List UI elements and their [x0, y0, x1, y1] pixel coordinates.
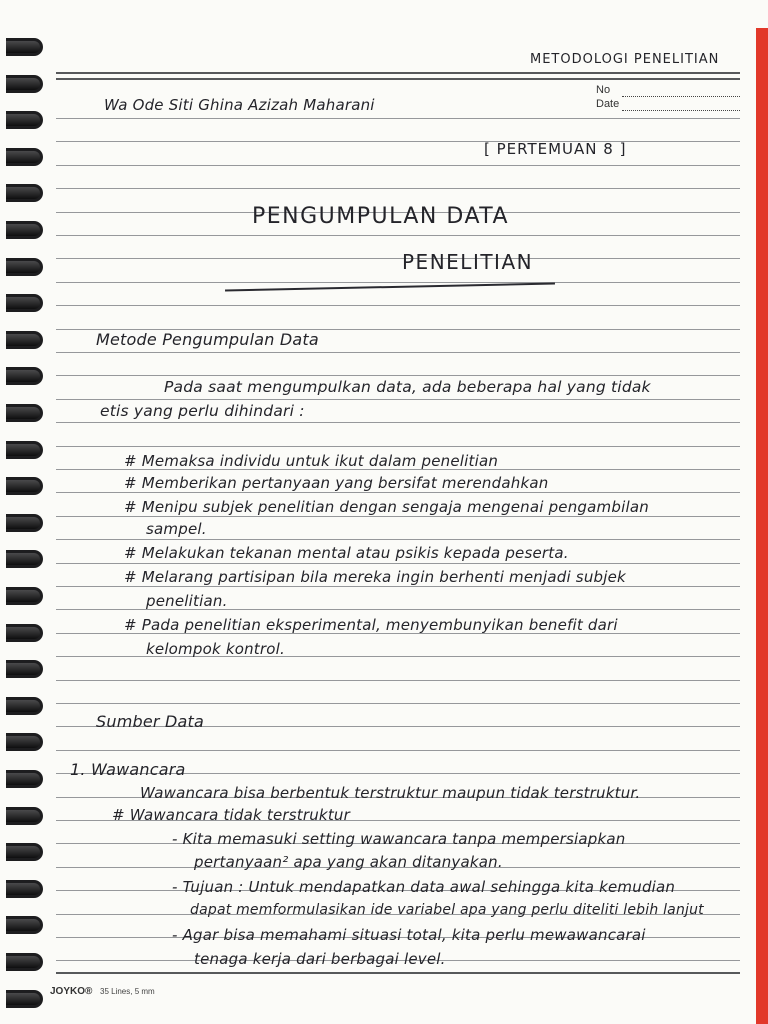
- list-item: # Memberikan pertanyaan yang bersifat merendahkan: [124, 474, 549, 492]
- list-item: # Pada penelitian eksperimental, menyembunyikan benefit dari: [124, 616, 618, 634]
- spiral-ring: [6, 697, 43, 715]
- ruled-line: [56, 165, 740, 166]
- spiral-ring: [6, 514, 43, 532]
- spiral-ring: [6, 660, 43, 678]
- spiral-ring: [6, 990, 43, 1008]
- list-item-continuation: kelompok kontrol.: [146, 640, 285, 658]
- subject-title: METODOLOGI PENELITIAN: [530, 52, 720, 67]
- ruled-line: [56, 446, 740, 447]
- no-field-line: [622, 96, 740, 97]
- page-title-line1: PENGUMPULAN DATA: [252, 204, 510, 229]
- date-label: Date: [596, 98, 620, 110]
- spiral-ring: [6, 294, 43, 312]
- spiral-ring: [6, 38, 43, 56]
- subsection-heading-interview: 1. Wawancara: [70, 760, 186, 779]
- list-item: # Melakukan tekanan mental atau psikis kepada peserta.: [124, 544, 569, 562]
- spiral-ring: [6, 404, 43, 422]
- spiral-ring: [6, 916, 43, 934]
- body-line: pertanyaan² apa yang akan ditanyakan.: [194, 853, 503, 871]
- spiral-binding: [0, 30, 50, 1000]
- spiral-ring: [6, 441, 43, 459]
- ruled-line: [56, 352, 740, 353]
- body-line: tenaga kerja dari berbagai level.: [194, 950, 446, 968]
- spiral-ring: [6, 550, 43, 568]
- section-heading-methods: Metode Pengumpulan Data: [96, 330, 319, 349]
- ruled-line: [56, 563, 740, 564]
- brand-logo: JOYKO®: [50, 986, 93, 997]
- ruled-line: [56, 680, 740, 681]
- spiral-ring: [6, 843, 43, 861]
- page-title-line2: PENELITIAN: [402, 250, 534, 274]
- ruled-line: [56, 141, 740, 142]
- spiral-ring: [6, 587, 43, 605]
- spiral-ring: [6, 221, 43, 239]
- page-edge-marker: [756, 28, 768, 1024]
- spiral-ring: [6, 367, 43, 385]
- ruled-line: [56, 586, 740, 587]
- intro-line: etis yang perlu dihindari :: [100, 402, 305, 420]
- spiral-ring: [6, 624, 43, 642]
- body-line: dapat memformulasikan ide variabel apa yang perlu diteliti lebih lanjut: [190, 902, 704, 918]
- ruled-line: [56, 235, 740, 236]
- list-item: # Melarang partisipan bila mereka ingin berhenti menjadi subjek: [124, 568, 626, 586]
- spiral-ring: [6, 880, 43, 898]
- spiral-ring: [6, 733, 43, 751]
- body-line: - Tujuan : Untuk mendapatkan data awal sehingga kita kemudian: [172, 878, 676, 896]
- ruled-line: [56, 516, 740, 517]
- spiral-ring: [6, 75, 43, 93]
- no-label: No: [596, 84, 611, 96]
- list-item: # Memaksa individu untuk ikut dalam penelitian: [124, 452, 499, 470]
- date-field-line: [622, 110, 740, 111]
- spiral-ring: [6, 258, 43, 276]
- list-item-continuation: sampel.: [146, 520, 207, 538]
- spiral-ring: [6, 148, 43, 166]
- spiral-ring: [6, 184, 43, 202]
- body-line: Wawancara bisa berbentuk terstruktur maupun tidak terstruktur.: [140, 784, 641, 802]
- ruled-line: [56, 72, 740, 74]
- body-line: # Wawancara tidak terstruktur: [112, 806, 350, 824]
- ruled-line: [56, 539, 740, 540]
- ruled-line: [56, 375, 740, 376]
- ruled-line: [56, 399, 740, 400]
- body-line: - Agar bisa memahami situasi total, kita perlu mewawancarai: [172, 926, 646, 944]
- ruled-line: [56, 188, 740, 189]
- spiral-ring: [6, 477, 43, 495]
- spiral-ring: [6, 770, 43, 788]
- ruled-line: [56, 78, 740, 80]
- student-name: Wa Ode Siti Ghina Azizah Maharani: [104, 96, 375, 114]
- list-item: # Menipu subjek penelitian dengan sengaja mengenai pengambilan: [124, 498, 649, 516]
- ruled-line: [56, 305, 740, 306]
- section-heading-sources: Sumber Data: [96, 712, 204, 731]
- spiral-ring: [6, 331, 43, 349]
- body-line: - Kita memasuki setting wawancara tanpa mempersiapkan: [172, 830, 626, 848]
- ruled-line: [56, 422, 740, 423]
- ruled-line: [56, 282, 740, 283]
- spiral-ring: [6, 807, 43, 825]
- spiral-ring: [6, 111, 43, 129]
- intro-line: Pada saat mengumpulkan data, ada beberapa hal yang tidak: [164, 378, 651, 396]
- ruled-line: [56, 492, 740, 493]
- meeting-label: [ PERTEMUAN 8 ]: [484, 140, 627, 158]
- ruled-line: [56, 972, 740, 974]
- ruled-line: [56, 703, 740, 704]
- ruled-line: [56, 118, 740, 119]
- list-item-continuation: penelitian.: [146, 592, 228, 610]
- ruled-line: [56, 750, 740, 751]
- spiral-ring: [6, 953, 43, 971]
- paper-spec: 35 Lines, 5 mm: [100, 987, 155, 996]
- ruled-line: [56, 258, 740, 259]
